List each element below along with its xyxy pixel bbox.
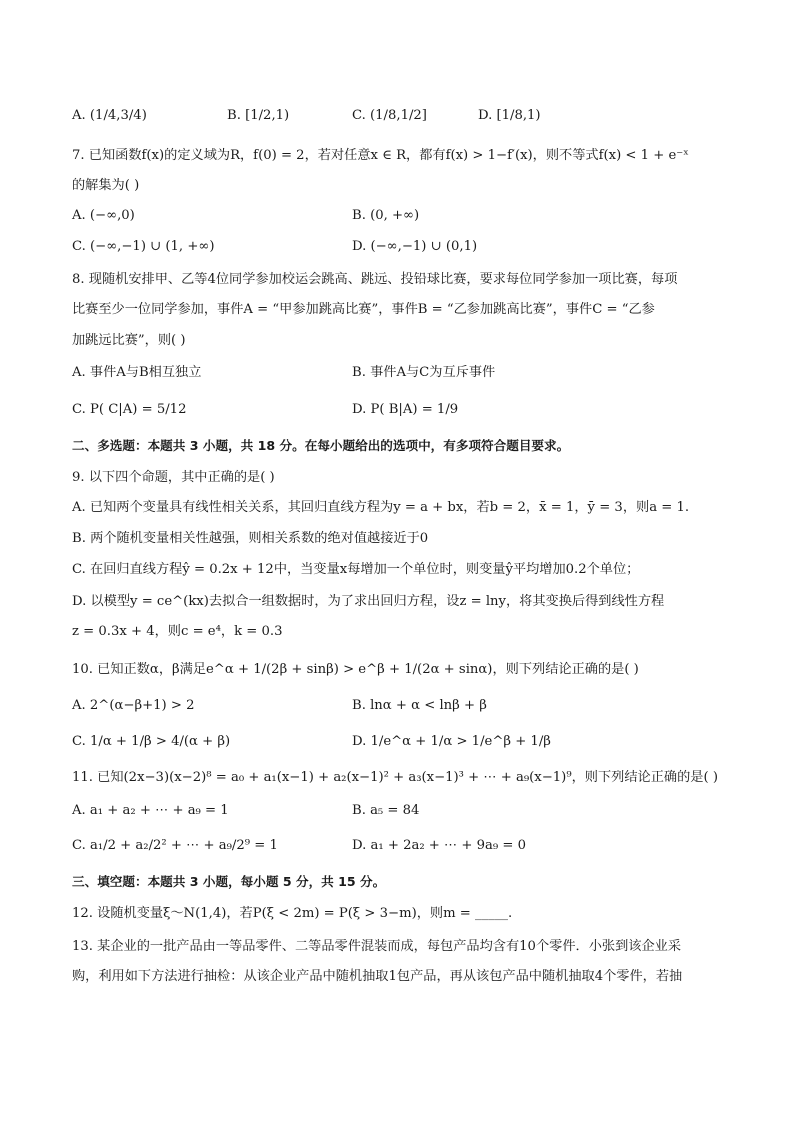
q7-option-c: C. (−∞,−1) ∪ (1, +∞)	[72, 239, 215, 254]
q13-stem-line2: 购，利用如下方法进行抽检：从该企业产品中随机抽取1包产品，再从该包产品中随机抽取4个零件，若抽	[72, 969, 683, 984]
q11-stem: 11. 已知(2x−3)(x−2)⁸ = a₀ + a₁(x−1) + a₂(x−1)² + a₃(x−1)³ + ⋯ + a₉(x−1)⁹，则下列结论正确的是( )	[72, 770, 718, 785]
q10-option-a: A. 2^(α−β+1) > 2	[72, 698, 195, 713]
q11-option-d: D. a₁ + 2a₂ + ⋯ + 9a₉ = 0	[352, 838, 527, 853]
q6-option-d: D. [1/8,1)	[478, 108, 541, 123]
q7-option-b: B. (0, +∞)	[352, 208, 420, 223]
q10-option-c: C. 1/α + 1/β > 4/(α + β)	[72, 734, 231, 749]
q7-stem-line1: 7. 已知函数f(x)的定义域为R，f(0) = 2，若对任意x ∈ R，都有f(x) > 1−f′(x)，则不等式f(x) < 1 + e⁻ˣ	[72, 148, 689, 163]
q11-option-b: B. a₅ = 84	[352, 803, 420, 818]
q8-stem-line2: 比赛至少一位同学参加，事件A = “甲参加跳高比赛”，事件B = “乙参加跳高比赛”，事件C = “乙参	[72, 302, 655, 317]
section-heading-fill-in: 三、填空题：本题共 3 小题，每小题 5 分，共 15 分。	[72, 874, 386, 889]
q9-stem: 9. 以下四个命题，其中正确的是( )	[72, 470, 275, 485]
q7-option-d: D. (−∞,−1) ∪ (0,1)	[352, 239, 478, 254]
q7-option-a: A. (−∞,0)	[72, 208, 135, 223]
q8-option-d: D. P( B|A) = 1/9	[352, 402, 459, 417]
q7-stem-line2: 的解集为( )	[72, 178, 140, 193]
q6-option-a: A. (1/4,3/4)	[72, 108, 147, 123]
q10-option-d: D. 1/e^α + 1/α > 1/e^β + 1/β	[352, 734, 551, 749]
q8-option-b: B. 事件A与C为互斥事件	[352, 365, 496, 380]
q8-stem-line1: 8. 现随机安排甲、乙等4位同学参加校运会跳高、跳远、投铅球比赛，要求每位同学参加一项比赛，每项	[72, 272, 678, 287]
q11-option-c: C. a₁/2 + a₂/2² + ⋯ + a₉/2⁹ = 1	[72, 838, 278, 853]
q9-option-d-line1: D. 以模型y = ce^(kx)去拟合一组数据时，为了求出回归方程，设z = lny，将其变换后得到线性方程	[72, 594, 665, 609]
q6-option-b: B. [1/2,1)	[227, 108, 290, 123]
q10-stem: 10. 已知正数α，β满足e^α + 1/(2β + sinβ) > e^β + 1/(2α + sinα)，则下列结论正确的是( )	[72, 662, 639, 677]
q9-option-b: B. 两个随机变量相关性越强，则相关系数的绝对值越接近于0	[72, 531, 429, 546]
q6-option-c: C. (1/8,1/2]	[352, 108, 427, 123]
q11-option-a: A. a₁ + a₂ + ⋯ + a₉ = 1	[72, 803, 229, 818]
q13-stem-line1: 13. 某企业的一批产品由一等品零件、二等品零件混装而成，每包产品均含有10个零件．小张到该企业采	[72, 939, 682, 954]
q9-option-c: C. 在回归直线方程ŷ = 0.2x + 12中，当变量x每增加一个单位时，则变量ŷ平均增加0.2个单位；	[72, 562, 640, 577]
q8-stem-line3: 加跳远比赛”，则( )	[72, 333, 186, 348]
q10-option-b: B. lnα + α < lnβ + β	[352, 698, 487, 713]
section-heading-multiple-choice: 二、多选题：本题共 3 小题，共 18 分。在每小题给出的选项中，有多项符合题目要求。	[72, 438, 570, 453]
q12-stem: 12. 设随机变量ξ～N(1,4)，若P(ξ < 2m) = P(ξ > 3−m)，则m = _____.	[72, 906, 513, 921]
q9-option-d-line2: z = 0.3x + 4，则c = e⁴，k = 0.3	[72, 624, 283, 639]
q8-option-a: A. 事件A与B相互独立	[72, 365, 202, 380]
q8-option-c: C. P( C|A) = 5/12	[72, 402, 187, 417]
q9-option-a: A. 已知两个变量具有线性相关关系，其回归直线方程为y = a + bx，若b = 2，x̄ = 1，ȳ = 3，则a = 1.	[72, 500, 690, 515]
